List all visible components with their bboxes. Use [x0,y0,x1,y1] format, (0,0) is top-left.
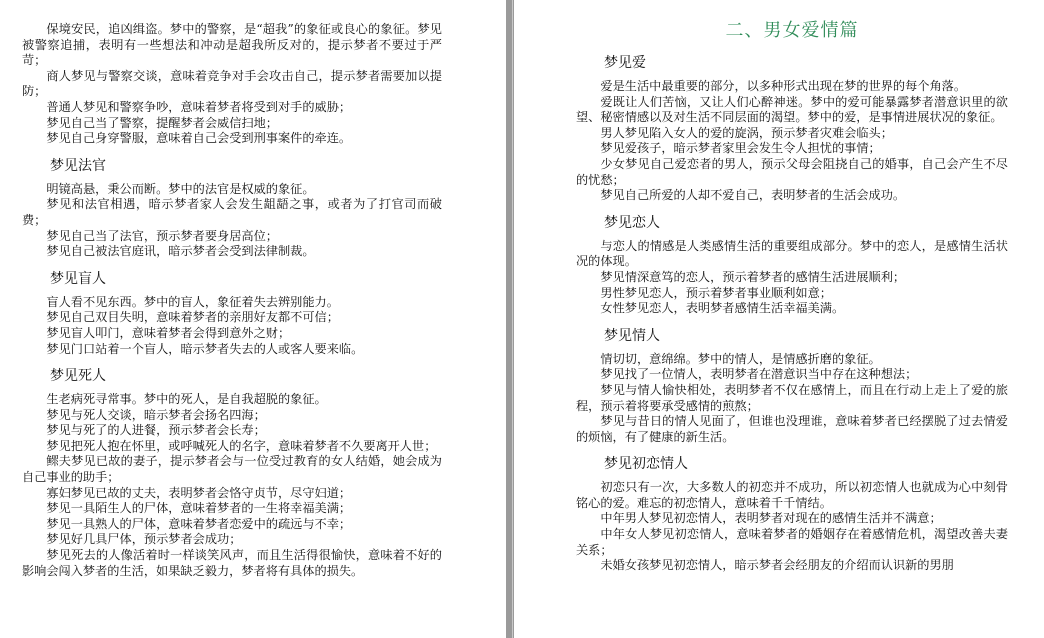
paragraph: 保境安民，追凶缉盗。梦中的警察，是“超我”的象征或良心的象征。梦见被警察追捕，表明有一些想法和冲动是超我所反对的，提示梦者不要过于严苛； [22,22,442,68]
paragraph: 梦见好几具尸体，预示梦者会成功； [46,532,242,547]
paragraph: 梦见自己当了警察，提醒梦者会威信扫地； [46,115,278,130]
paragraph: 梦见情深意笃的恋人，预示着梦者的感情生活进展顺利； [600,269,906,284]
paragraph: 梦见与昔日的情人见面了，但谁也没理谁，意味着梦者已经摆脱了过去情爱的烦恼，有了健康的新生活。 [576,414,1008,444]
section-heading: 梦见盲人 [50,270,106,287]
paragraph: 少女梦见自己爱恋者的男人，预示父母会阻挠自己的婚事，自己会产生不尽的忧愁； [576,156,1008,187]
paragraph: 鳏夫梦见已故的妻子，提示梦者会与一位受过教育的女人结婚，她会成为自己事业的助手； [22,454,442,485]
paragraph: 梦见自己双目失明，意味着梦者的亲朋好友都不可信； [46,310,339,325]
paragraph: 梦见爱孩子，暗示梦者家里会发生令人担忧的事情； [600,141,881,156]
paragraph: 男性梦见恋人，预示着梦者事业顺利如意； [600,285,832,300]
paragraph: 梦见一具陌生人的尸体，意味着梦者的一生将幸福美满； [46,501,352,516]
paragraph: 爱是生活中最重要的部分，以多种形式出现在梦的世界的每个角落。 [600,79,967,93]
page-divider [506,0,514,638]
paragraph: 梦见和法官相遇，暗示梦者家人会发生龃龉之事，或者为了打官司而破费； [22,197,442,227]
paragraph: 初恋只有一次，大多数人的初恋并不成功，所以初恋情人也就成为心中刻骨铭心的爱。难忘的初恋情人，意味着千千情结。 [576,480,1008,510]
paragraph: 男人梦见陷入女人的爱的旋涡，预示梦者灾难会临头； [600,125,893,140]
paragraph: 情切切，意绵绵。梦中的情人，是情感折磨的象征。 [600,351,881,366]
paragraph: 寡妇梦见已故的丈夫，表明梦者会恪守贞节，尽守妇道； [46,485,352,500]
paragraph: 爱既让人们苦恼，又让人们心醉神迷。梦中的爱可能暴露梦者潜意识里的欲望、秘密情感以及对生活不同层面的渴望。梦中的爱，是事情进展状况的象征。 [576,94,1008,125]
paragraph: 梦见把死人抱在怀里，或呼喊死人的名字，意味着梦者不久要离开人世； [46,438,437,453]
paragraph: 梦见死去的人像活着时一样谈笑风声，而且生活得很愉快，意味着不好的影响会闯入梦者的生活，如果缺乏毅力，梦者将有具体的损失。 [22,548,442,578]
paragraph: 商人梦见与警察交谈，意味着竞争对手会攻击自己，提示梦者需要加以提防； [22,68,442,99]
paragraph: 梦见与情人愉快相处，表明梦者不仅在感情上，而且在行动上走上了爱的旅程，预示着将要承受感情的煎熬； [576,382,1008,413]
left-page [0,0,506,638]
paragraph: 梦见与死人交谈，暗示梦者会扬名四海； [46,407,266,422]
section-heading: 梦见法官 [50,157,106,174]
paragraph: 梦见自己被法官庭讯，暗示梦者会受到法律制裁。 [46,244,315,259]
paragraph: 梦见门口站着一个盲人，暗示梦者失去的人或客人要来临。 [46,341,364,356]
paragraph: 与恋人的情感是人类感情生活的重要组成部分。梦中的恋人，是感情生活状况的体现。 [576,238,1008,269]
paragraph: 梦见与死了的人进餐，预示梦者会长寿； [46,423,266,438]
left-text-column [22,0,442,579]
right-page [514,0,1044,638]
paragraph: 未婚女孩梦见初恋情人，暗示梦者会经朋友的介绍而认识新的男朋 [600,558,954,573]
section-heading: 梦见初恋情人 [604,456,688,473]
paragraph: 中年男人梦见初恋情人，表明梦者对现在的感情生活并不满意； [600,511,942,526]
paragraph: 梦见找了一位情人，表明梦者在潜意识当中存在这种想法； [600,367,918,382]
chapter-title: 二、男女爱情篇 [725,20,859,41]
section-heading: 梦见死人 [50,368,106,385]
section-heading: 梦见情人 [604,327,660,344]
paragraph: 梦见自己所爱的人却不爱自己，表明梦者的生活会成功。 [600,188,906,203]
paragraph: 普通人梦见和警察争吵，意味着梦者将受到对手的威胁； [46,99,352,114]
section-heading: 梦见爱 [604,55,646,71]
paragraph: 梦见自己身穿警服，意味着自己会受到刑事案件的牵连。 [46,131,352,146]
section-heading: 梦见恋人 [604,214,660,231]
paragraph: 梦见一具熟人的尸体，意味着梦者恋爱中的疏远与不幸； [46,516,352,531]
right-text-column [576,0,1008,574]
paragraph: 中年女人梦见初恋情人，意味着梦者的婚姻存在着感情危机，渴望改善夫妻关系； [576,527,1008,557]
paragraph: 生老病死寻常事。梦中的死人，是自我超脱的象征。 [46,392,327,407]
paragraph: 女性梦见恋人，表明梦者感情生活幸福美满。 [600,301,845,316]
paragraph: 明镜高悬，秉公而断。梦中的法官是权威的象征。 [46,181,315,196]
paragraph: 盲人看不见东西。梦中的盲人，象征着失去辨别能力。 [46,294,339,309]
paragraph: 梦见自己当了法官，预示梦者要身居高位； [46,228,278,243]
paragraph: 梦见盲人叩门，意味着梦者会得到意外之财； [46,325,291,340]
